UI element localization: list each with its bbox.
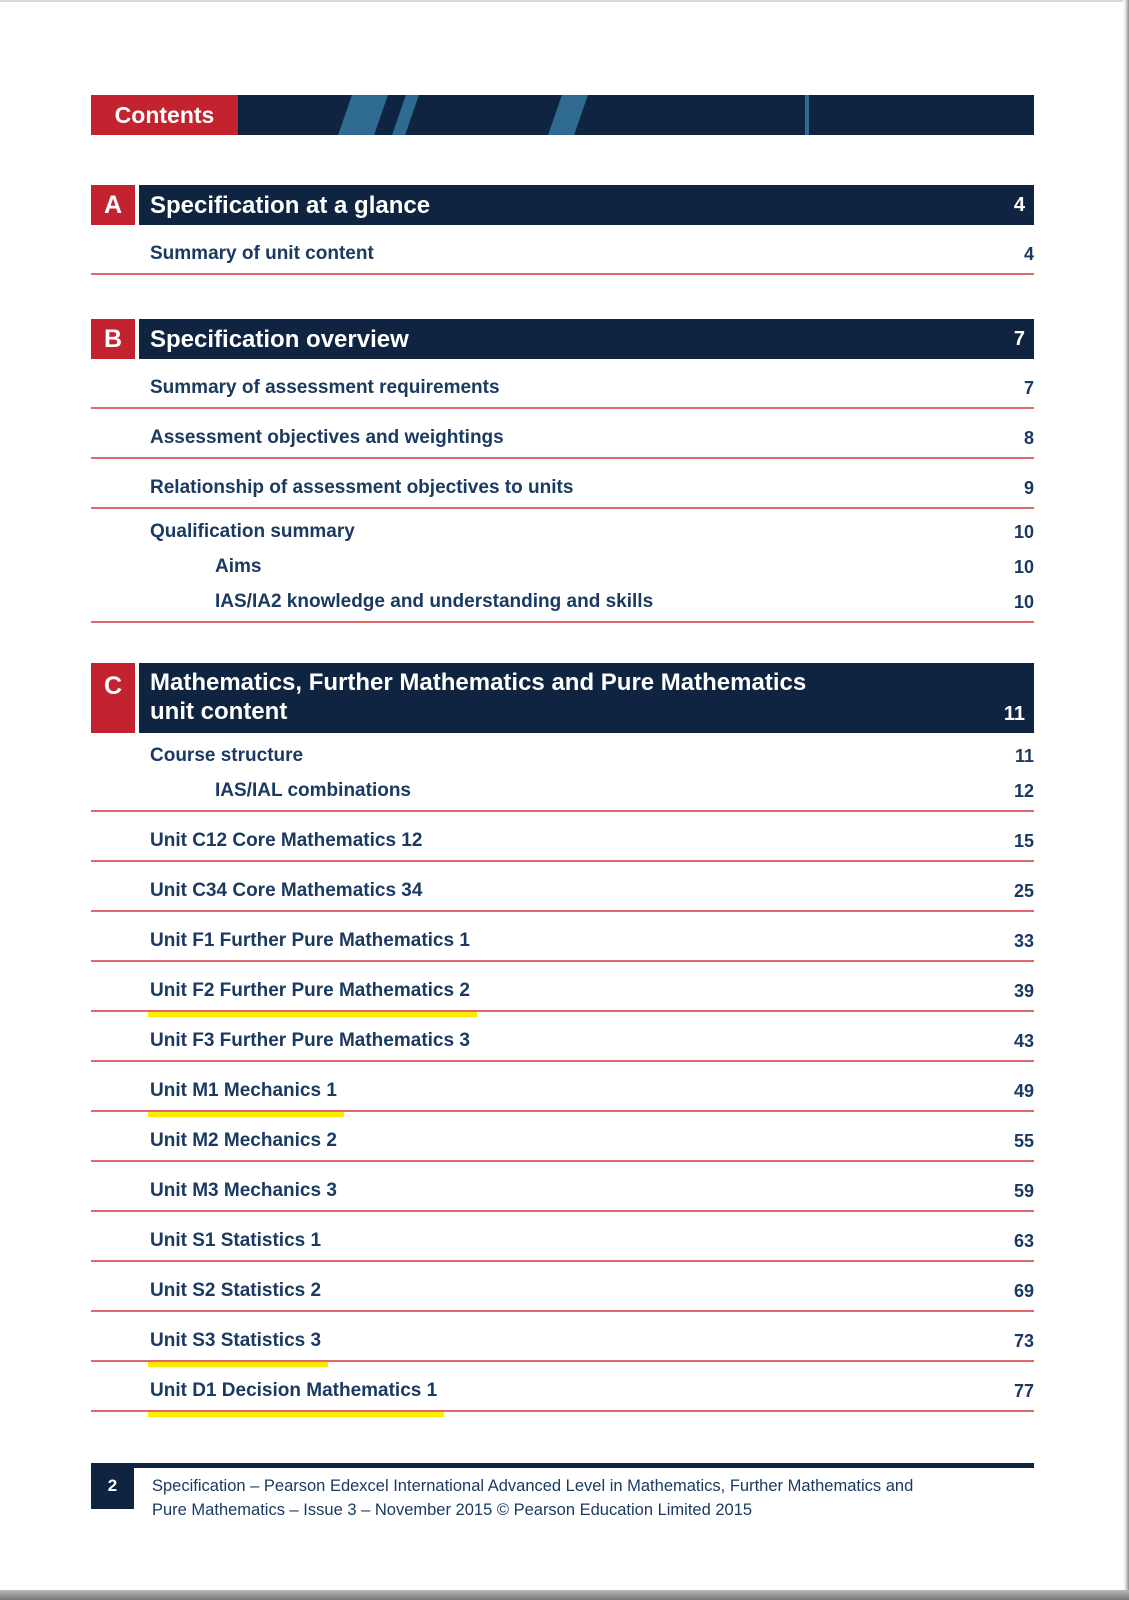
toc-item[interactable] <box>91 1312 1034 1362</box>
toc-item[interactable] <box>91 733 1034 777</box>
toc-item-label: Summary of assessment requirements <box>150 377 500 398</box>
toc-item[interactable] <box>91 812 1034 862</box>
section-letter: A <box>91 185 135 225</box>
toc-item-page-number: 49 <box>1013 1081 1034 1101</box>
toc-item[interactable] <box>91 409 1034 459</box>
toc-item-page-number: 39 <box>1013 981 1034 1001</box>
section-title: Mathematics, Further Mathematics and Pure Mathematics <box>150 669 807 696</box>
toc-item-label: Unit S1 Statistics 1 <box>150 1230 322 1251</box>
toc-item-label: Unit C12 Core Mathematics 12 <box>150 830 423 851</box>
toc-item[interactable] <box>91 359 1034 409</box>
toc-item[interactable] <box>91 912 1034 962</box>
toc-item-label: IAS/IA2 knowledge and understanding and skills <box>215 591 654 612</box>
toc-item-page-number: 15 <box>1013 831 1034 851</box>
toc-item-page-number: 11 <box>1014 746 1034 766</box>
footer-text-line2: Pure Mathematics – Issue 3 – November 2015 © Pearson Education Limited 2015 <box>152 1501 753 1519</box>
toc-item-page-number: 63 <box>1013 1231 1034 1251</box>
toc-item[interactable] <box>91 1262 1034 1312</box>
section-page-number: 7 <box>1013 327 1025 350</box>
toc-item[interactable] <box>91 588 1034 623</box>
footer-text-line1: Specification – Pearson Edexcel International Advanced Level in Mathematics, Further Mathematics and <box>152 1477 914 1495</box>
toc-item-page-number: 9 <box>1023 478 1034 498</box>
toc-item-label: Unit M3 Mechanics 3 <box>150 1180 337 1201</box>
toc-item-page-number: 12 <box>1013 781 1034 801</box>
toc-item[interactable] <box>91 1012 1034 1062</box>
toc-item-page-number: 77 <box>1013 1381 1034 1401</box>
section-header-body <box>139 663 1034 733</box>
toc-item-label: Unit D1 Decision Mathematics 1 <box>150 1380 438 1401</box>
toc-item-label: Unit M2 Mechanics 2 <box>150 1130 337 1151</box>
toc-item-label: Qualification summary <box>150 521 355 542</box>
section-header-body <box>139 319 1034 359</box>
section-header-body <box>139 185 1034 225</box>
section-header-bar[interactable] <box>91 319 1034 359</box>
toc-item-label: Unit F1 Further Pure Mathematics 1 <box>150 930 470 951</box>
toc-item-page-number: 33 <box>1013 931 1034 951</box>
toc-item-page-number: 10 <box>1013 592 1034 612</box>
header-decoration-band <box>238 95 1034 135</box>
contents-title: Contents <box>91 95 238 135</box>
toc-item[interactable] <box>91 509 1034 553</box>
toc-item-page-number: 10 <box>1013 522 1034 542</box>
toc-item-label: Unit S2 Statistics 2 <box>150 1280 322 1301</box>
footer-text <box>152 1468 1034 1522</box>
toc-item-label: Unit C34 Core Mathematics 34 <box>150 880 423 901</box>
toc-item-page-number: 8 <box>1023 428 1034 448</box>
toc-item-page-number: 10 <box>1013 557 1034 577</box>
toc-item[interactable] <box>91 1162 1034 1212</box>
toc-item-label: IAS/IAL combinations <box>215 780 412 801</box>
toc-item[interactable] <box>91 1062 1034 1112</box>
toc-item[interactable] <box>91 1362 1034 1412</box>
section-header-bar[interactable] <box>91 185 1034 225</box>
section-title: Specification at a glance <box>150 191 431 219</box>
toc-item-page-number: 69 <box>1013 1281 1034 1301</box>
toc-item-label: Aims <box>215 556 262 577</box>
line-decoration <box>805 95 809 135</box>
toc-item[interactable] <box>91 962 1034 1012</box>
content-column <box>91 0 1034 1522</box>
section-header-bar[interactable] <box>91 663 1034 733</box>
toc-item-page-number: 4 <box>1023 244 1034 264</box>
toc-item[interactable] <box>91 225 1034 275</box>
footer-page-number: 2 <box>91 1463 134 1509</box>
section-page-number: 11 <box>1003 703 1025 725</box>
toc-item[interactable] <box>91 1212 1034 1262</box>
section-title-block <box>150 191 430 220</box>
section-letter: B <box>91 319 135 359</box>
toc-item[interactable] <box>91 862 1034 912</box>
toc-item-label: Course structure <box>150 745 304 766</box>
toc-item-page-number: 73 <box>1013 1331 1034 1351</box>
section-letter: C <box>91 663 135 733</box>
section-title-block <box>150 668 806 726</box>
section-title: Specification overview <box>150 325 409 353</box>
stripe-decoration <box>548 95 588 135</box>
toc-item[interactable] <box>91 777 1034 812</box>
toc-item[interactable] <box>91 1112 1034 1162</box>
stripe-decoration <box>392 95 419 135</box>
toc-item-label: Relationship of assessment objectives to units <box>150 477 574 498</box>
toc-item-label: Summary of unit content <box>150 243 374 264</box>
toc-item-label: Assessment objectives and weightings <box>150 427 504 448</box>
toc-item-page-number: 43 <box>1013 1031 1034 1051</box>
toc-section-B <box>91 319 1034 623</box>
toc-item[interactable] <box>91 459 1034 509</box>
page-footer <box>91 1463 1034 1522</box>
toc-item-page-number: 25 <box>1013 881 1034 901</box>
toc-item-label: Unit M1 Mechanics 1 <box>150 1080 337 1101</box>
window-right-edge <box>1123 0 1129 1600</box>
section-title-block <box>150 325 409 354</box>
toc-section-C <box>91 663 1034 1412</box>
section-title-line2: unit content <box>150 698 288 725</box>
toc-sections <box>91 185 1034 1412</box>
section-page-number: 4 <box>1013 193 1025 216</box>
toc-item-label: Unit F3 Further Pure Mathematics 3 <box>150 1030 470 1051</box>
toc-section-A <box>91 185 1034 275</box>
window-bottom-bar <box>0 1590 1129 1600</box>
toc-item-page-number: 59 <box>1013 1181 1034 1201</box>
contents-header-bar <box>91 95 1034 135</box>
toc-item-label: Unit F2 Further Pure Mathematics 2 <box>150 980 470 1001</box>
toc-item[interactable] <box>91 553 1034 588</box>
toc-item-label: Unit S3 Statistics 3 <box>150 1330 322 1351</box>
toc-item-page-number: 7 <box>1023 378 1034 398</box>
stripe-decoration <box>338 95 388 135</box>
toc-item-page-number: 55 <box>1013 1131 1034 1151</box>
